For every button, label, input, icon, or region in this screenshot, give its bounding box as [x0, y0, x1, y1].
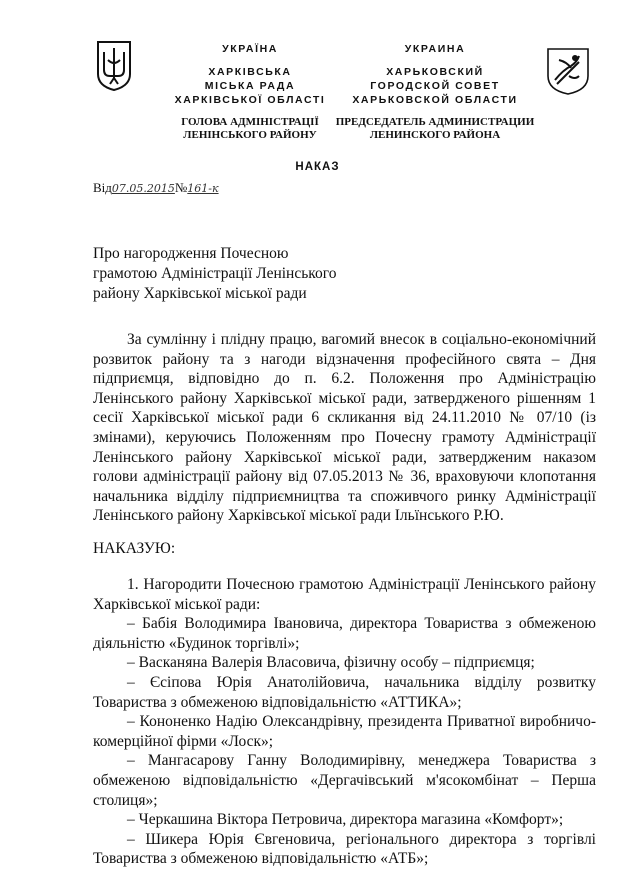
- country-name-ua: УКРАЇНА: [222, 43, 278, 55]
- council-line-1: ХАРКІВСЬКА: [208, 66, 292, 78]
- council-line-3: ХАРКІВСЬКОЇ ОБЛАСТІ: [174, 94, 326, 106]
- header-left: [150, 42, 350, 142]
- post-line-2: ЛЕНІНСЬКОГО РАЙОНУ: [183, 129, 317, 141]
- order-subject: [93, 244, 353, 304]
- post-line-2-ru: ЛЕНИНСКОГО РАЙОНА: [369, 129, 501, 141]
- list-item: – Бабія Володимира Івановича, директора Товариства з обмеженою діяльністю «Будинок торгівлі»;: [93, 615, 596, 652]
- council-line-3-ru: ХАРЬКОВСКОЙ ОБЛАСТИ: [352, 94, 518, 106]
- kharkiv-coat-of-arms-icon: [545, 46, 591, 96]
- post-line-1: ГОЛОВА АДМІНІСТРАЦІЇ: [181, 116, 319, 128]
- preamble-paragraph: За сумлінну і плідну працю, вагомий внесок в соціально-економічний розвиток району та з нагоди відзначення професійного свята – Дня підприємця, відповідно до п. 6.2. Положення про Адміністрацію Ленінського району Харківської міської ради, затвердженого рішенням 1 сесії Харківської міської ради 6 скликання від 24.11.2010 № 07/10 (із змінами), керуючись Положенням про Почесну грамоту Адміністрації Ленінського району Харківської міської ради, затвердженим наказом голови адміністрації району від 07.05.2013 № 36, враховуючи клопотання начальника відділу підприємництва та споживчого ринку Адміністрації Ленінського району Харківської міської ради Ільїнського Р.Ю.: [93, 331, 596, 525]
- council-line-1-ru: ХАРЬКОВСКИЙ: [386, 66, 484, 78]
- document-title: НАКАЗ: [295, 161, 340, 173]
- list-item: – Черкашина Віктора Петровича, директора магазина «Комфорт»;: [127, 811, 564, 829]
- number-label: №: [174, 180, 188, 195]
- council-line-2: МІСЬКА РАДА: [204, 80, 296, 92]
- list-item: – Шикера Юрія Євгеновича, регіонального директора з торгівлі Товариства з обмеженою відповідальністю «АТБ»;: [93, 830, 596, 868]
- list-item: 1. Нагородити Почесною грамотою Адміністрації Ленінського району Харківської міської ради:: [93, 576, 596, 613]
- list-item: – Васканяна Валерія Власовича, фізичну особу – підприємця;: [127, 654, 535, 672]
- list-item: – Єсіпова Юрія Анатолійовича, начальника відділу розвитку Товариства з обмеженою відповідальністю «АТТИКА»;: [93, 673, 596, 711]
- order-word: НАКАЗУЮ:: [93, 540, 176, 557]
- subject-line: грамотою Адміністрації Ленінського: [93, 265, 337, 282]
- list-item: – Кононенко Надію Олександрівну, президента Приватної виробничо-комерційної фірми «Лоск»;: [93, 713, 596, 750]
- country-name-ru: УКРАИНА: [404, 43, 466, 55]
- list-item: – Мангасарову Ганну Володимирівну, менеджера Товариства з обмеженою відповідальністю «Дергачівський м'ясокомбінат – Перша столиця»;: [93, 752, 596, 809]
- post-line-1-ru: ПРЕДСЕДАТЕЛЬ АДМИНИСТРАЦИИ: [335, 116, 535, 128]
- award-list: [93, 575, 596, 869]
- subject-line: Про нагородження Почесною: [93, 245, 289, 262]
- from-label: Від: [93, 180, 112, 195]
- subject-line: району Харківської міської ради: [93, 285, 307, 302]
- handwritten-date: 07.05.2015: [111, 182, 175, 195]
- ukraine-coat-of-arms-icon: [96, 40, 132, 92]
- handwritten-number: 161-к: [187, 182, 219, 195]
- date-number-line: [93, 180, 219, 196]
- council-line-2-ru: ГОРОДСКОЙ СОВЕТ: [370, 80, 500, 92]
- header-right: [335, 42, 535, 142]
